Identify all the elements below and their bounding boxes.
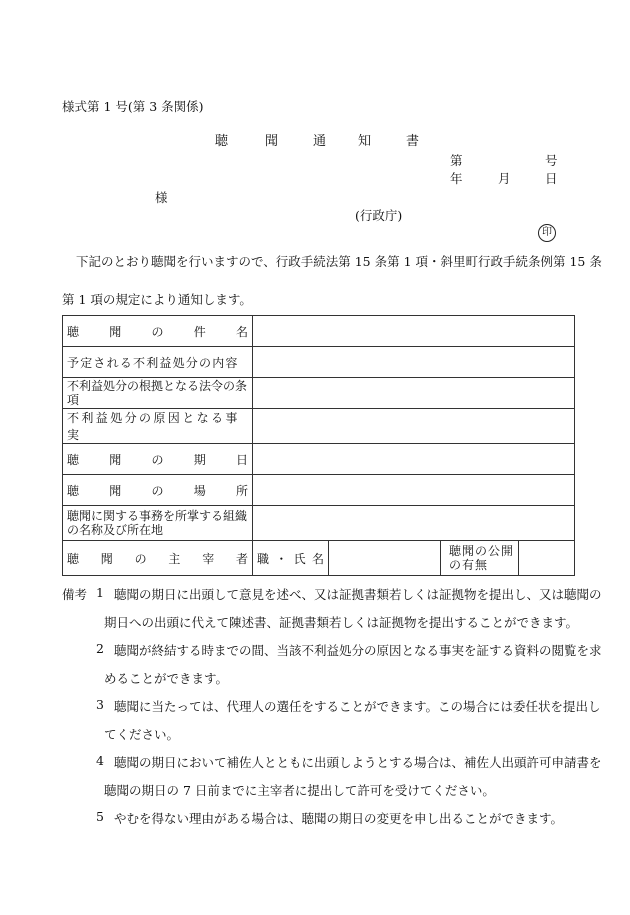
body-text-line: 下記のとおり聴聞を行いますので、行政手続法第 15 条第 1 項・斜里町行政手続条例第 15 条 [76, 254, 602, 269]
row-label-hearing-place [63, 475, 253, 506]
label-char: 聞 [109, 452, 122, 467]
table-row [63, 347, 575, 378]
date-month: 月 [498, 171, 511, 186]
table-row [63, 541, 575, 576]
table-row [63, 506, 575, 541]
label-char: 宰 [202, 551, 215, 566]
table-row [63, 444, 575, 475]
value-cell[interactable] [253, 316, 575, 347]
public-hearing-label: 聴聞の公開の有無 [441, 541, 519, 576]
value-cell[interactable] [253, 347, 575, 378]
remark-line: 聴聞に当たっては、代理人の選任をすることができます。この場合には委任状を提出し [114, 699, 601, 714]
label-char: 聴 [67, 324, 80, 339]
label-char: 名 [235, 324, 248, 339]
title-char: 聞 [265, 134, 279, 149]
value-cell[interactable] [253, 475, 575, 506]
form-number: 様式第 1 号(第 3 条関係) [62, 99, 204, 114]
table-row [63, 378, 575, 409]
value-cell[interactable] [253, 409, 575, 444]
public-hearing-value[interactable] [519, 541, 575, 576]
value-cell[interactable] [253, 444, 575, 475]
label-char: 氏 [293, 551, 306, 566]
date-year: 年 [450, 171, 463, 186]
remark-line: てください。 [104, 727, 180, 742]
label-char: 聞 [100, 551, 113, 566]
label-char: 職 [257, 551, 270, 566]
label-char: ・ [275, 551, 288, 566]
value-cell[interactable] [253, 506, 575, 541]
remark-line: 期日への出頭に代えて陳述書、証拠書類若しくは証拠物を提出することができます。 [104, 615, 579, 630]
label-char: 者 [235, 551, 248, 566]
remark-line: 聴聞の期日の 7 日前までに主宰者に提出して許可を受けてください。 [104, 783, 495, 798]
remark-number: 5 [96, 809, 104, 824]
label-char: の [151, 324, 164, 339]
title-char: 通 [313, 134, 327, 149]
label-char: 名 [311, 551, 324, 566]
remark-number: 1 [96, 585, 104, 600]
value-cell[interactable] [253, 378, 575, 409]
notice-table [62, 315, 575, 576]
remark-line: 聴聞が終結する時までの間、当該不利益処分の原因となる事実を証する資料の閲覧を求 [114, 643, 602, 658]
label-char: 場 [193, 483, 206, 498]
label-char: 主 [168, 551, 181, 566]
row-label-cause-facts: 不利益処分の原因となる事実 [63, 409, 253, 444]
position-name-label [253, 541, 329, 576]
title-char: 書 [406, 134, 420, 149]
row-label-presiding-officer [63, 541, 253, 576]
label-char: の [151, 483, 164, 498]
remark-number: 2 [96, 641, 104, 656]
row-label-hearing-date [63, 444, 253, 475]
remark-line: 聴聞の期日に出頭して意見を述べ、又は証拠書類若しくは証拠物を提出し、又は聴聞の [114, 587, 602, 602]
row-label-case-name [63, 316, 253, 347]
label-char: の [151, 452, 164, 467]
position-name-value[interactable] [329, 541, 441, 576]
remark-number: 4 [96, 753, 104, 768]
remarks-label: 備考 [62, 587, 88, 602]
label-char: 所 [235, 483, 248, 498]
number-suffix: 号 [545, 153, 558, 168]
row-label-legal-basis: 不利益処分の根拠となる法令の条項 [63, 378, 253, 409]
document-title [0, 130, 630, 148]
remark-line: めることができます。 [104, 671, 229, 686]
label-char: 日 [235, 452, 248, 467]
remark-line: 聴聞の期日において補佐人とともに出頭しようとする場合は、補佐人出頭許可申請書を [114, 755, 602, 770]
row-label-organization: 聴聞に関する事務を所掌する組織の名称及び所在地 [63, 506, 253, 541]
addressee-suffix: 様 [155, 190, 168, 205]
label-char: 聴 [67, 452, 80, 467]
issuer: (行政庁) [355, 208, 403, 223]
row-label-planned-disposition: 予定される不利益処分の内容 [63, 347, 253, 378]
label-char: 期 [193, 452, 206, 467]
table-row [63, 409, 575, 444]
remark-line: やむを得ない理由がある場合は、聴聞の期日の変更を申し出ることができます。 [114, 811, 564, 826]
number-prefix: 第 [450, 153, 463, 168]
label-char: の [134, 551, 147, 566]
title-char: 知 [358, 134, 372, 149]
table-row [63, 316, 575, 347]
body-text-line: 第 1 項の規定により通知します。 [62, 292, 252, 307]
table-row [63, 475, 575, 506]
label-char: 聞 [109, 324, 122, 339]
label-char: 件 [193, 324, 206, 339]
title-char: 聴 [215, 134, 229, 149]
remark-number: 3 [96, 697, 104, 712]
label-char: 聴 [67, 483, 80, 498]
label-char: 聞 [109, 483, 122, 498]
seal-icon: 印 [538, 224, 556, 242]
label-char: 聴 [67, 551, 80, 566]
date-day: 日 [545, 171, 558, 186]
